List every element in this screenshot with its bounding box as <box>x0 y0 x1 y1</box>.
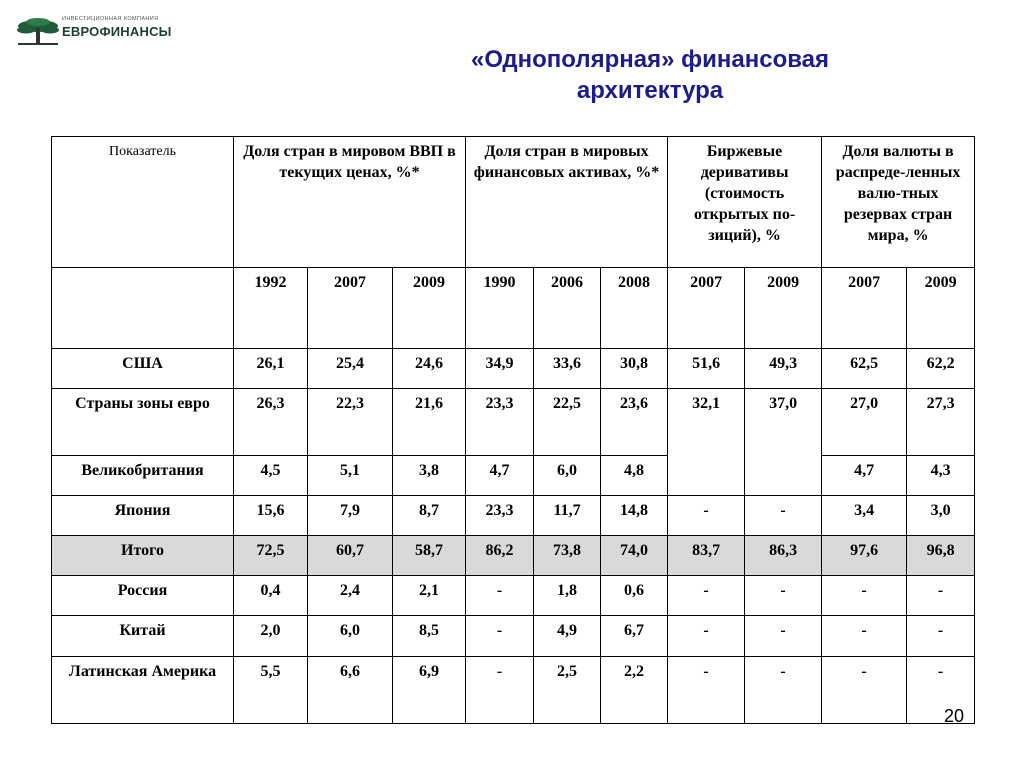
table-cell: 5,1 <box>308 455 393 495</box>
header-indicator: Показатель <box>52 137 234 268</box>
table-cell: 0,4 <box>234 576 308 616</box>
table-cell: 37,0 <box>745 389 822 455</box>
years-row <box>52 267 975 348</box>
row-label: Итого <box>52 536 234 576</box>
table-cell: 4,8 <box>601 455 668 495</box>
table-cell: 2,4 <box>308 576 393 616</box>
header-currency-reserves: Доля валюты в распреде-ленных валю-тных резервах стран мира, % <box>822 137 975 268</box>
table-row <box>52 576 975 616</box>
table-cell: 22,3 <box>308 389 393 455</box>
table-cell: 33,6 <box>534 349 601 389</box>
row-label: Латинская Америка <box>52 656 234 723</box>
table-cell: 15,6 <box>234 495 308 535</box>
table-cell <box>745 455 822 495</box>
table-cell: - <box>907 616 975 656</box>
table-row <box>52 495 975 535</box>
table-cell: 96,8 <box>907 536 975 576</box>
table-cell: 32,1 <box>668 389 745 455</box>
table-cell: 27,0 <box>822 389 907 455</box>
table-cell: - <box>668 616 745 656</box>
table-cell: 6,0 <box>308 616 393 656</box>
table-cell: 86,2 <box>466 536 534 576</box>
year-cell: 1992 <box>234 267 308 348</box>
year-cell: 2007 <box>668 267 745 348</box>
table-cell: 4,5 <box>234 455 308 495</box>
table-cell: 4,9 <box>534 616 601 656</box>
table-row <box>52 616 975 656</box>
table-cell: 6,6 <box>308 656 393 723</box>
table-cell: 3,4 <box>822 495 907 535</box>
year-cell: 2006 <box>534 267 601 348</box>
table-cell: 58,7 <box>393 536 466 576</box>
table-cell: 97,6 <box>822 536 907 576</box>
years-row-label <box>52 267 234 348</box>
table-cell: - <box>822 656 907 723</box>
table-cell: 6,7 <box>601 616 668 656</box>
row-label: Страны зоны евро <box>52 389 234 455</box>
table-cell: 26,3 <box>234 389 308 455</box>
header-derivatives: Биржевые деривативы (стоимость открытых по-зиций), % <box>668 137 822 268</box>
table-cell: - <box>745 616 822 656</box>
table-cell: 51,6 <box>668 349 745 389</box>
table-cell: - <box>668 495 745 535</box>
table-cell: 27,3 <box>907 389 975 455</box>
table-cell: 23,3 <box>466 495 534 535</box>
table-cell: 73,8 <box>534 536 601 576</box>
table-cell: 3,8 <box>393 455 466 495</box>
table-cell: 86,3 <box>745 536 822 576</box>
row-label: Япония <box>52 495 234 535</box>
table-cell: 4,7 <box>822 455 907 495</box>
tree-icon <box>16 16 60 48</box>
table-cell: 23,6 <box>601 389 668 455</box>
table-cell: 60,7 <box>308 536 393 576</box>
table-cell: 74,0 <box>601 536 668 576</box>
table-cell: 5,5 <box>234 656 308 723</box>
table-cell: 30,8 <box>601 349 668 389</box>
table-cell: - <box>907 576 975 616</box>
table-cell: 21,6 <box>393 389 466 455</box>
header-row <box>52 137 975 268</box>
table-cell: 25,4 <box>308 349 393 389</box>
table-cell: 49,3 <box>745 349 822 389</box>
row-label: Китай <box>52 616 234 656</box>
year-cell: 2008 <box>601 267 668 348</box>
table-cell: 2,2 <box>601 656 668 723</box>
year-cell: 2007 <box>822 267 907 348</box>
slide-title: «Однополярная» финансовая архитектура <box>470 46 830 104</box>
table-cell: 6,9 <box>393 656 466 723</box>
table-cell: 22,5 <box>534 389 601 455</box>
logo-caption: ИНВЕСТИЦИОННАЯ КОМПАНИЯ <box>62 16 159 22</box>
table-row <box>52 656 975 723</box>
table-row <box>52 389 975 455</box>
table-cell: - <box>668 576 745 616</box>
table-cell: 23,3 <box>466 389 534 455</box>
table-cell: 11,7 <box>534 495 601 535</box>
table-cell: 2,0 <box>234 616 308 656</box>
table-cell: - <box>466 656 534 723</box>
table-cell: 0,6 <box>601 576 668 616</box>
table-row <box>52 536 975 576</box>
year-cell: 2009 <box>393 267 466 348</box>
page-number: 20 <box>943 706 964 726</box>
table-cell: 8,7 <box>393 495 466 535</box>
table-cell: 2,1 <box>393 576 466 616</box>
year-cell: 2007 <box>308 267 393 348</box>
table-cell: 72,5 <box>234 536 308 576</box>
table-cell: - <box>745 656 822 723</box>
table-cell: 7,9 <box>308 495 393 535</box>
table-cell: - <box>466 576 534 616</box>
logo-name: ЕВРОФИНАНСЫ <box>62 24 172 39</box>
table-cell: - <box>745 495 822 535</box>
year-cell: 2009 <box>745 267 822 348</box>
company-logo <box>14 16 172 50</box>
table-cell <box>668 455 745 495</box>
table-cell: 26,1 <box>234 349 308 389</box>
table-cell: - <box>822 576 907 616</box>
table-row <box>52 349 975 389</box>
row-label: Россия <box>52 576 234 616</box>
table-cell: 62,2 <box>907 349 975 389</box>
table-cell: - <box>466 616 534 656</box>
table-cell: 14,8 <box>601 495 668 535</box>
table-cell: 34,9 <box>466 349 534 389</box>
table-cell: - <box>822 616 907 656</box>
table-cell: - <box>668 656 745 723</box>
table-cell: 3,0 <box>907 495 975 535</box>
year-cell: 1990 <box>466 267 534 348</box>
year-cell: 2009 <box>907 267 975 348</box>
table-cell: 8,5 <box>393 616 466 656</box>
table-cell: 62,5 <box>822 349 907 389</box>
table-cell: - <box>907 656 975 723</box>
row-label: Великобритания <box>52 455 234 495</box>
row-label: США <box>52 349 234 389</box>
table-cell: 24,6 <box>393 349 466 389</box>
data-table <box>51 136 975 724</box>
table-cell: 2,5 <box>534 656 601 723</box>
table-row <box>52 455 975 495</box>
table-cell: 1,8 <box>534 576 601 616</box>
table-cell: 6,0 <box>534 455 601 495</box>
header-gdp-share: Доля стран в мировом ВВП в текущих ценах, %* <box>234 137 466 268</box>
table-cell: 4,3 <box>907 455 975 495</box>
table-cell: - <box>745 576 822 616</box>
table-cell: 83,7 <box>668 536 745 576</box>
table-cell: 4,7 <box>466 455 534 495</box>
header-financial-assets: Доля стран в мировых финансовых активах, %* <box>466 137 668 268</box>
